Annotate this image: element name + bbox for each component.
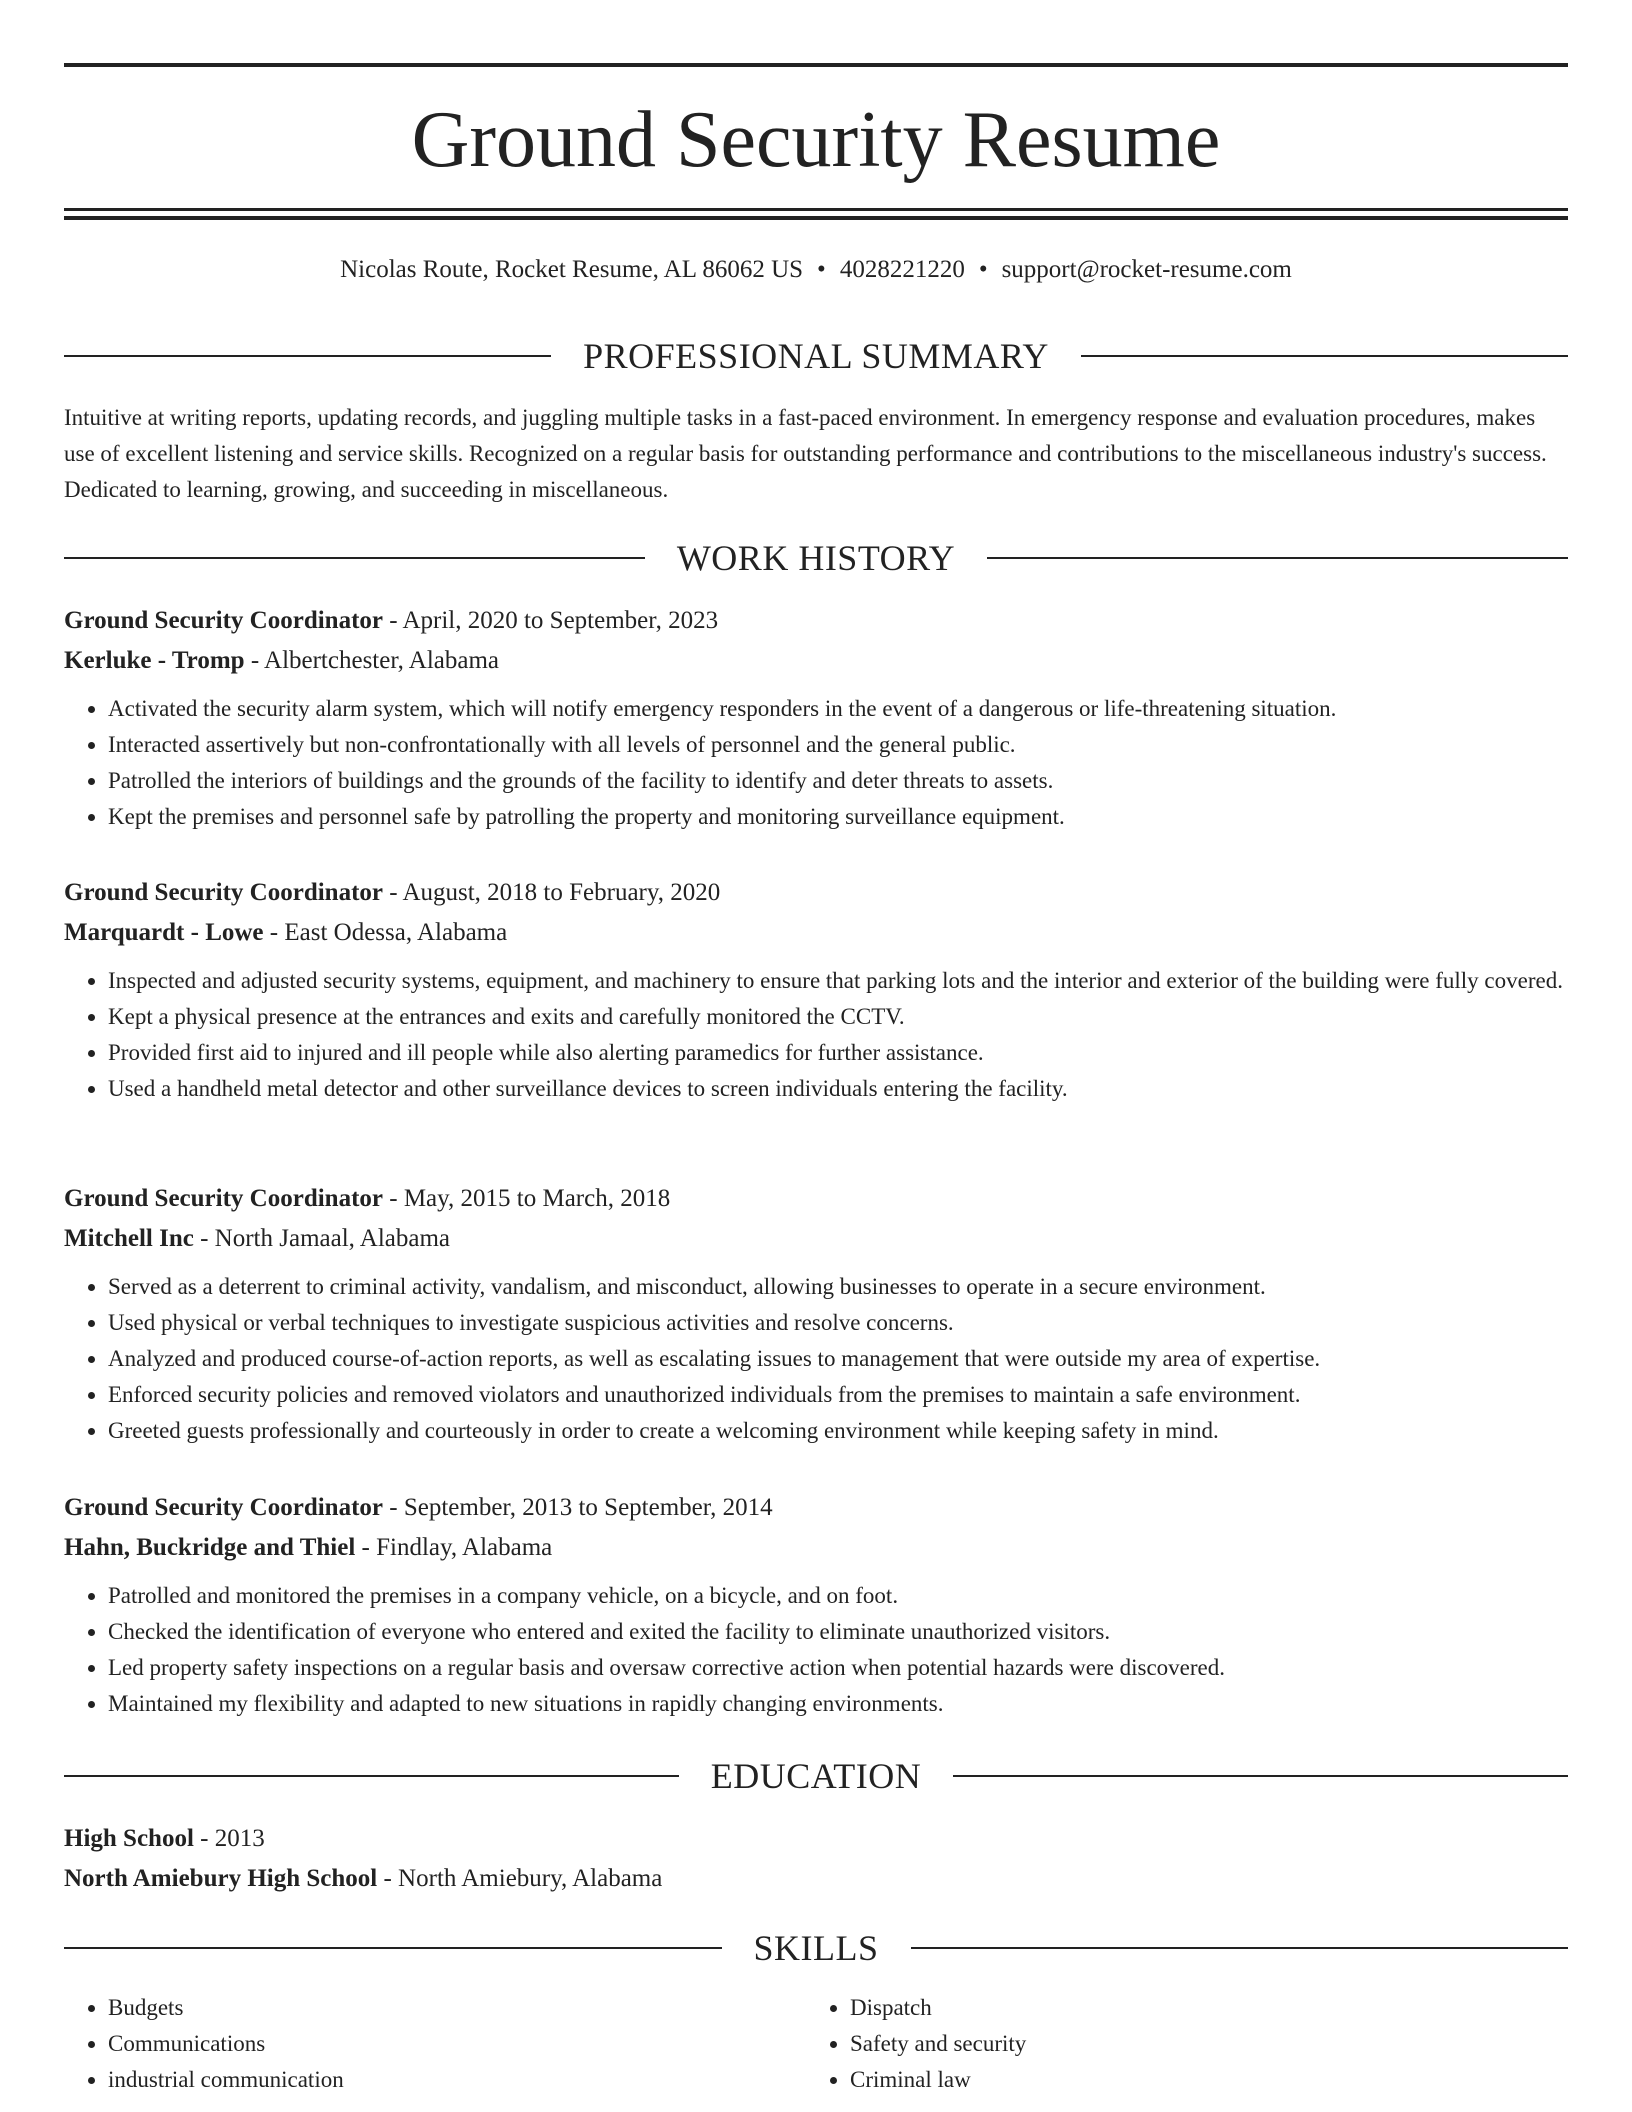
- skills-column-left: [64, 1990, 806, 2098]
- job-title: Ground Security Coordinator: [64, 1494, 383, 1521]
- contact-separator: •: [978, 256, 988, 283]
- heading-rule: [1081, 355, 1568, 357]
- list-item: • Activated the security alarm system, which will notify emergency responders in the event of a dangerous or life-threatening situation.: [108, 691, 1568, 727]
- education-degree: High School: [64, 1825, 194, 1852]
- education-entry: [64, 1819, 1568, 1899]
- heading-rule: [987, 557, 1568, 559]
- skills-column-right: [806, 1990, 1548, 2098]
- job-company-line: [64, 641, 1568, 681]
- list-item: • Patrolled the interiors of buildings and the grounds of the facility to identify and deter threats to assets.: [108, 763, 1568, 799]
- education-school-line: [64, 1859, 1568, 1899]
- job-company: Marquardt - Lowe: [64, 919, 264, 946]
- section-heading-skills: [64, 1926, 1568, 1970]
- job-dates: - May, 2015 to March, 2018: [383, 1185, 671, 1212]
- heading-rule: [64, 1947, 722, 1949]
- title-rule-upper: [64, 208, 1568, 211]
- job-title-line: [64, 1488, 1568, 1528]
- job-bullets: [64, 1269, 1568, 1449]
- skill-item: • Dispatch: [850, 1990, 1548, 2026]
- list-item: • Patrolled and monitored the premises in a company vehicle, on a bicycle, and on foot.: [108, 1578, 1568, 1614]
- job-dates: - April, 2020 to September, 2023: [383, 607, 719, 634]
- job-title-line: [64, 1179, 1568, 1219]
- section-title: PROFESSIONAL SUMMARY: [583, 336, 1049, 376]
- list-item: • Checked the identification of everyone who entered and exited the facility to eliminate unauthorized visitors.: [108, 1614, 1568, 1650]
- contact-separator: •: [817, 256, 826, 283]
- heading-rule: [953, 1775, 1568, 1777]
- skill-item: • Communications: [108, 2026, 806, 2062]
- section-heading-summary: [64, 334, 1568, 378]
- job-company: Mitchell Inc: [64, 1225, 194, 1252]
- job-entry: [64, 601, 1568, 835]
- list-item: • Led property safety inspections on a regular basis and oversaw corrective action when potential hazards were discovered.: [108, 1650, 1568, 1686]
- list-item: • Used a handheld metal detector and other surveillance devices to screen individuals entering the facility.: [108, 1071, 1568, 1107]
- heading-rule: [64, 355, 551, 357]
- skill-item: • Safety and security: [850, 2026, 1548, 2062]
- job-company-line: [64, 1219, 1568, 1259]
- page-title: Ground Security Resume: [411, 96, 1221, 184]
- skills-list: [64, 1990, 1568, 2098]
- job-company-line: [64, 1528, 1568, 1568]
- list-item: • Inspected and adjusted security systems, equipment, and machinery to ensure that parking lots and the interior and exterior of the building were fully covered.: [108, 963, 1568, 999]
- section-title: SKILLS: [753, 1928, 879, 1968]
- list-item: • Maintained my flexibility and adapted to new situations in rapidly changing environments.: [108, 1686, 1568, 1722]
- list-item: • Kept a physical presence at the entrances and exits and carefully monitored the CCTV.: [108, 999, 1568, 1035]
- heading-rule: [64, 557, 645, 559]
- list-item: • Served as a deterrent to criminal activity, vandalism, and misconduct, allowing businesses to operate in a secure environment.: [108, 1269, 1568, 1305]
- job-location: - Findlay, Alabama: [355, 1534, 553, 1561]
- job-title: Ground Security Coordinator: [64, 1185, 383, 1212]
- job-company-line: [64, 913, 1568, 953]
- list-item: • Interacted assertively but non-confrontationally with all levels of personnel and the general public.: [108, 727, 1568, 763]
- job-entry: [64, 1179, 1568, 1449]
- job-company: Kerluke - Tromp: [64, 647, 245, 674]
- job-bullets: [64, 963, 1568, 1107]
- contact-email: support@rocket-resume.com: [1001, 256, 1292, 283]
- education-school: North Amiebury High School: [64, 1865, 378, 1892]
- list-item: • Provided first aid to injured and ill people while also alerting paramedics for further assistance.: [108, 1035, 1568, 1071]
- list-item: • Enforced security policies and removed violators and unauthorized individuals from the premises to maintain a safe environment.: [108, 1377, 1568, 1413]
- job-location: - North Jamaal, Alabama: [193, 1225, 451, 1252]
- contact-phone: 4028221220: [839, 256, 965, 283]
- education-degree-line: [64, 1819, 1568, 1859]
- title-rule-lower: [64, 216, 1568, 220]
- job-company: Hahn, Buckridge and Thiel: [64, 1534, 356, 1561]
- job-bullets: [64, 691, 1568, 835]
- job-location: - Albertchester, Alabama: [244, 647, 500, 674]
- section-heading-education: [64, 1754, 1568, 1798]
- job-bullets: [64, 1578, 1568, 1722]
- list-item: • Used physical or verbal techniques to investigate suspicious activities and resolve concerns.: [108, 1305, 1568, 1341]
- skill-item: • industrial communication: [108, 2062, 806, 2098]
- job-dates: - August, 2018 to February, 2020: [383, 879, 721, 906]
- contact-line: [64, 255, 1568, 285]
- contact-address: Nicolas Route, Rocket Resume, AL 86062 US: [340, 256, 804, 283]
- summary-text: Intuitive at writing reports, updating records, and juggling multiple tasks in a fast-paced environment. In emergency response and evaluation procedures, makes use of excellent listening and service skills. Recognized on a regular basis for outstanding performance and contributions to the miscellaneous industry's success. Dedicated to learning, growing, and succeeding in miscellaneous.: [64, 405, 1547, 502]
- list-item: • Kept the premises and personnel safe by patrolling the property and monitoring surveillance equipment.: [108, 799, 1568, 835]
- job-title-line: [64, 873, 1568, 913]
- job-dates: - September, 2013 to September, 2014: [383, 1494, 773, 1521]
- section-heading-work-history: [64, 536, 1568, 580]
- education-location: - North Amiebury, Alabama: [377, 1865, 663, 1892]
- job-title: Ground Security Coordinator: [64, 607, 383, 634]
- job-entry: [64, 1488, 1568, 1722]
- skill-item: • Budgets: [108, 1990, 806, 2026]
- heading-rule: [911, 1947, 1569, 1949]
- job-title: Ground Security Coordinator: [64, 879, 383, 906]
- skill-item: • Criminal law: [850, 2062, 1548, 2098]
- section-title: WORK HISTORY: [676, 538, 956, 578]
- education-year: - 2013: [193, 1825, 265, 1852]
- top-rule: [64, 63, 1568, 67]
- list-item: • Analyzed and produced course-of-action reports, as well as escalating issues to management that were outside my area of expertise.: [108, 1341, 1568, 1377]
- heading-rule: [64, 1775, 679, 1777]
- job-location: - East Odessa, Alabama: [263, 919, 508, 946]
- job-entry: [64, 873, 1568, 1107]
- section-title: EDUCATION: [710, 1756, 922, 1796]
- list-item: • Greeted guests professionally and courteously in order to create a welcoming environment while keeping safety in mind.: [108, 1413, 1568, 1449]
- job-title-line: [64, 601, 1568, 641]
